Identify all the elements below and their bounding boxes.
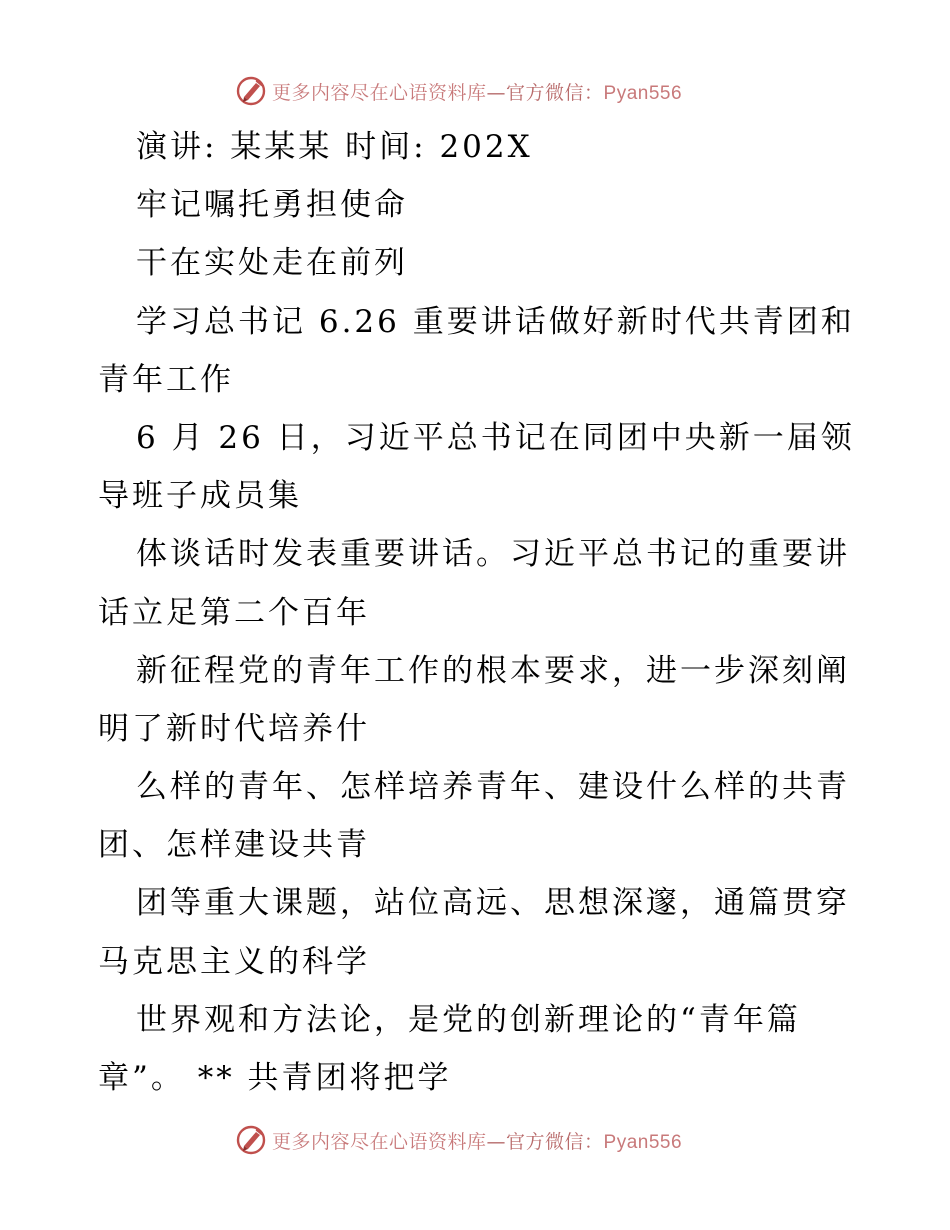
watermark-slogan: 更多内容尽在心语资料库 — [272, 81, 487, 104]
footer-watermark — [236, 1123, 682, 1157]
watermark-wechat-label: 官方微信： — [506, 1130, 604, 1153]
paragraph-line: 体谈话时发表重要讲话。习近平总书记的重要讲 — [136, 536, 850, 573]
paragraph-line: 马克思主义的科学 — [98, 943, 370, 980]
paragraph-line: 话立足第二个百年 — [98, 594, 370, 631]
paragraph-line: 学习总书记 6.26 重要讲话做好新时代共青团和 — [136, 303, 855, 340]
paragraph-line: 明了新时代培养什 — [98, 710, 370, 747]
paragraph-line: 团等重大课题，站位高远、思想深邃，通篇贯穿 — [136, 885, 850, 922]
watermark-wechat-id: Pyan556 — [603, 82, 683, 104]
watermark-separator: — — [486, 81, 507, 104]
paragraph-line: 世界观和方法论，是党的创新理论的“青年篇 — [136, 1001, 801, 1038]
watermark-text — [272, 1127, 682, 1154]
watermark-separator: — — [486, 1130, 507, 1153]
paragraph-line: 么样的青年、怎样培养青年、建设什么样的共青 — [136, 769, 850, 806]
speaker-time-line: 演讲: 某某某 时间: 202X — [136, 129, 533, 165]
paragraph-line: 6 月 26 日，习近平总书记在同团中央新一届领 — [136, 419, 855, 456]
document-body — [98, 118, 858, 1107]
paragraph-line: 团、怎样建设共青 — [98, 827, 370, 864]
watermark-text — [272, 78, 682, 105]
title-line-1: 牢记嘱托勇担使命 — [136, 187, 408, 224]
pen-seal-logo-icon — [236, 1124, 268, 1156]
pen-seal-logo-icon — [236, 75, 268, 107]
paragraph-line: 章”。 ** 共青团将把学 — [98, 1060, 452, 1096]
watermark-wechat-id: Pyan556 — [603, 1131, 683, 1153]
title-line-2: 干在实处走在前列 — [136, 245, 408, 282]
header-watermark — [236, 74, 682, 108]
paragraph-line: 青年工作 — [98, 361, 234, 398]
paragraph-line: 导班子成员集 — [98, 478, 302, 515]
watermark-slogan: 更多内容尽在心语资料库 — [272, 1130, 487, 1153]
paragraph-line: 新征程党的青年工作的根本要求，进一步深刻阐 — [136, 652, 850, 689]
watermark-wechat-label: 官方微信： — [506, 81, 604, 104]
